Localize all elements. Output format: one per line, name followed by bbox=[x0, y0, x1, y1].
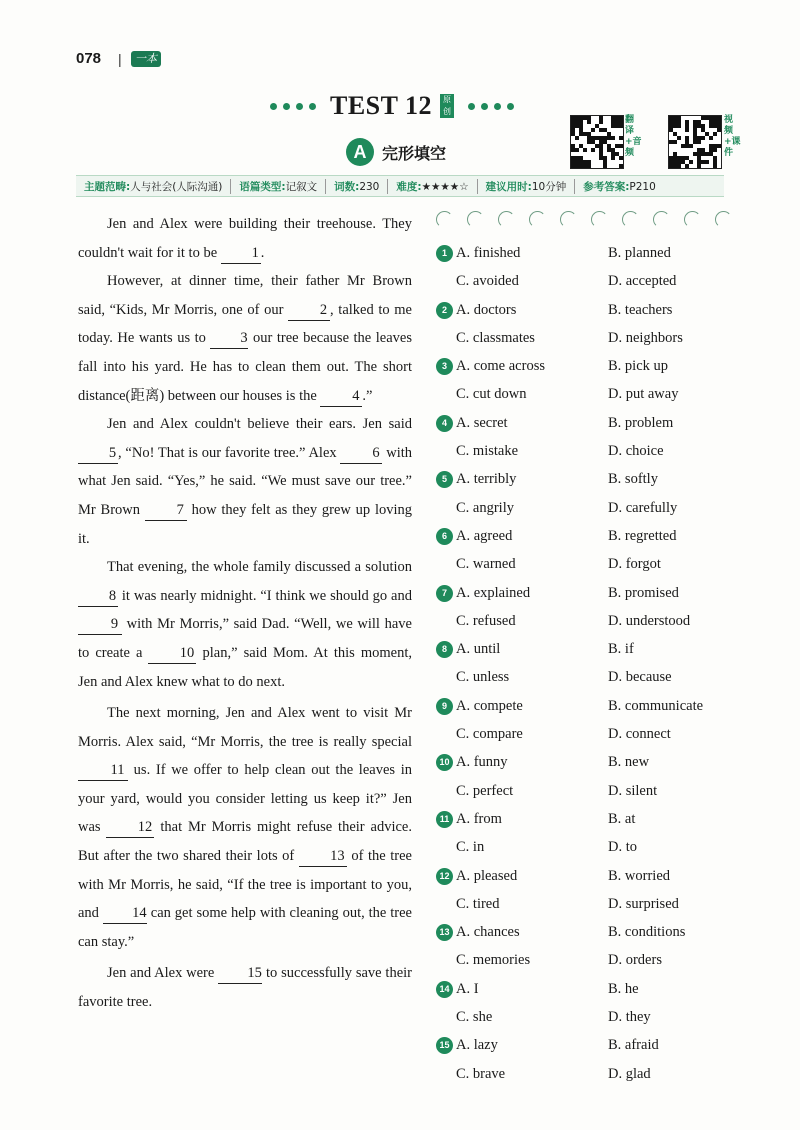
question-6-row-1 bbox=[436, 522, 736, 550]
option-a[interactable]: A. agreed bbox=[456, 527, 513, 544]
section-heading bbox=[346, 138, 446, 166]
question-number-badge: 13 bbox=[436, 924, 453, 941]
question-number-badge: 2 bbox=[436, 302, 453, 319]
option-d[interactable]: D. orders bbox=[608, 952, 662, 969]
option-d[interactable]: D. because bbox=[608, 669, 672, 686]
option-a[interactable]: A. explained bbox=[456, 584, 531, 601]
question-number-badge: 8 bbox=[436, 641, 453, 658]
option-c[interactable]: C. classmates bbox=[456, 329, 535, 346]
option-b[interactable]: B. new bbox=[608, 754, 650, 771]
question-4-row-1 bbox=[436, 409, 736, 437]
info-bar bbox=[76, 175, 724, 197]
question-1-row-2 bbox=[436, 267, 736, 295]
section-name: 完形填空 bbox=[382, 143, 447, 163]
original-tag: 原创 bbox=[440, 94, 454, 118]
question-number-badge: 4 bbox=[436, 415, 453, 432]
question-number-badge: 1 bbox=[436, 245, 453, 262]
qr-code-translation[interactable] bbox=[570, 115, 624, 169]
question-14-row-1 bbox=[436, 975, 736, 1003]
passage-text: plan,” said Mom. At this moment, Jen and Alex knew what to do next. bbox=[78, 644, 412, 690]
passage-text: us. If we offer to help clean out the leaves in your yard, would you consider letting us keep it?” Jen was bbox=[78, 762, 412, 836]
info-value: ★★★★☆ bbox=[421, 180, 469, 193]
question-3-row-1 bbox=[436, 352, 736, 380]
question-number-badge: 10 bbox=[436, 754, 453, 771]
option-b[interactable]: B. pick up bbox=[608, 358, 669, 375]
question-12-row-2 bbox=[436, 890, 736, 918]
passage-text: However, at dinner time, their father Mr Brown said, “Kids, Mr Morris, one of our bbox=[78, 273, 412, 318]
info-segment bbox=[388, 179, 477, 194]
option-d[interactable]: D. carefully bbox=[608, 499, 678, 516]
option-b[interactable]: B. promised bbox=[608, 584, 679, 601]
option-c[interactable]: C. unless bbox=[456, 669, 510, 686]
question-7-row-2 bbox=[436, 607, 736, 635]
question-13-row-1 bbox=[436, 918, 736, 946]
option-b[interactable]: B. he bbox=[608, 980, 639, 997]
info-segment bbox=[76, 179, 231, 194]
options-list bbox=[436, 239, 736, 1088]
passage-paragraph bbox=[78, 267, 412, 410]
option-c[interactable]: C. memories bbox=[456, 952, 531, 969]
question-number-badge: 7 bbox=[436, 585, 453, 602]
option-b[interactable]: B. conditions bbox=[608, 924, 686, 941]
option-b[interactable]: B. afraid bbox=[608, 1037, 659, 1054]
question-number-badge: 11 bbox=[436, 811, 453, 828]
qr-label-translation: 翻译+音频 bbox=[625, 115, 642, 158]
option-d[interactable]: D. choice bbox=[608, 443, 664, 460]
option-a[interactable]: A. terribly bbox=[456, 471, 517, 488]
passage-text: . bbox=[260, 244, 265, 261]
blank-5: 5 bbox=[78, 443, 118, 464]
option-b[interactable]: B. problem bbox=[608, 414, 674, 431]
option-c[interactable]: C. refused bbox=[456, 612, 516, 629]
question-3-row-2 bbox=[436, 380, 736, 408]
question-9-row-1 bbox=[436, 692, 736, 720]
passage-paragraph bbox=[78, 410, 412, 553]
info-segment bbox=[478, 179, 576, 194]
decorative-swirls bbox=[436, 211, 732, 228]
blank-14: 14 bbox=[103, 903, 147, 924]
option-a[interactable]: A. lazy bbox=[456, 1037, 498, 1054]
option-c[interactable]: C. in bbox=[456, 839, 485, 856]
blank-11: 11 bbox=[78, 760, 128, 781]
blank-8: 8 bbox=[78, 586, 118, 607]
option-b[interactable]: B. softly bbox=[608, 471, 658, 488]
option-a[interactable]: A. from bbox=[456, 810, 502, 827]
page-number: 078 bbox=[76, 50, 102, 67]
passage-text: , “No! That is our favorite tree.” Alex bbox=[118, 444, 341, 461]
passage-text: can get some help with cleaning out, the tree can stay.” bbox=[78, 905, 412, 950]
passage-text: that Mr Morris might refuse their advice. But after the two shared their lots of bbox=[78, 819, 412, 865]
option-a[interactable]: A. secret bbox=[456, 414, 508, 431]
option-b[interactable]: B. regretted bbox=[608, 527, 677, 544]
info-segment bbox=[575, 179, 664, 194]
info-key: 主题范畴: bbox=[84, 180, 131, 193]
option-a[interactable]: A. until bbox=[456, 641, 501, 658]
option-d[interactable]: D. neighbors bbox=[608, 329, 683, 346]
info-segment bbox=[231, 179, 326, 194]
brand-logo: 一本 bbox=[131, 51, 161, 67]
blank-15: 15 bbox=[218, 963, 262, 984]
option-d[interactable]: D. understood bbox=[608, 612, 691, 629]
question-1-row-1 bbox=[436, 239, 736, 267]
passage-paragraph bbox=[78, 699, 412, 956]
passage-text: The next morning, Jen and Alex went to visit Mr Morris. Alex said, “Mr Morris, the tree is really special bbox=[78, 705, 412, 750]
option-d[interactable]: D. forgot bbox=[608, 556, 661, 573]
info-key: 语篇类型: bbox=[239, 180, 286, 193]
passage-text: to successfully save their favorite tree. bbox=[78, 965, 412, 1011]
info-value: 230 bbox=[359, 180, 380, 193]
passage-paragraph bbox=[78, 553, 412, 696]
blank-7: 7 bbox=[145, 500, 187, 521]
question-number-badge: 15 bbox=[436, 1037, 453, 1054]
info-key: 难度: bbox=[396, 180, 422, 193]
option-d[interactable]: D. silent bbox=[608, 782, 658, 799]
question-10-row-1 bbox=[436, 748, 736, 776]
option-d[interactable]: D. they bbox=[608, 1009, 651, 1026]
question-5-row-1 bbox=[436, 465, 736, 493]
passage-text: with Mr Morris,” said Dad. “Well, we will have to create a bbox=[78, 616, 412, 661]
blank-6: 6 bbox=[340, 443, 382, 464]
question-7-row-1 bbox=[436, 579, 736, 607]
info-key: 词数: bbox=[334, 180, 360, 193]
passage-paragraph bbox=[78, 959, 412, 1016]
blank-2: 2 bbox=[288, 300, 330, 321]
title-row bbox=[270, 88, 514, 124]
option-c[interactable]: C. tired bbox=[456, 895, 500, 912]
option-b[interactable]: B. planned bbox=[608, 245, 671, 261]
passage-text: with what Jen said. “Yes,” he said. “We must save our tree.” Mr Brown bbox=[78, 444, 412, 518]
passage-paragraph bbox=[78, 210, 412, 267]
title-dots-left bbox=[270, 103, 316, 110]
passage-text: how they felt as they grew up loving it. bbox=[78, 501, 413, 547]
info-segment bbox=[326, 179, 388, 194]
question-13-row-2 bbox=[436, 946, 736, 974]
option-d[interactable]: D. put away bbox=[608, 386, 679, 403]
question-number-badge: 12 bbox=[436, 868, 453, 885]
option-c[interactable]: C. brave bbox=[456, 1065, 506, 1082]
question-2-row-1 bbox=[436, 296, 736, 324]
info-value: 记叙文 bbox=[285, 180, 318, 193]
option-b[interactable]: B. if bbox=[608, 641, 634, 658]
option-a[interactable]: A. I bbox=[456, 980, 479, 997]
option-a[interactable]: A. funny bbox=[456, 754, 508, 771]
passage-text: it was nearly midnight. “I think we should go and bbox=[118, 587, 412, 604]
qr-code-video[interactable] bbox=[668, 115, 722, 169]
option-c[interactable]: C. she bbox=[456, 1009, 493, 1026]
blank-4: 4 bbox=[320, 386, 362, 407]
question-9-row-2 bbox=[436, 720, 736, 748]
info-value: P210 bbox=[629, 180, 656, 193]
question-8-row-2 bbox=[436, 663, 736, 691]
option-c[interactable]: C. mistake bbox=[456, 443, 519, 460]
option-a[interactable]: A. come across bbox=[456, 358, 545, 375]
info-value: 10分钟 bbox=[531, 180, 567, 193]
question-6-row-2 bbox=[436, 550, 736, 578]
question-number-badge: 6 bbox=[436, 528, 453, 545]
option-c[interactable]: C. cut down bbox=[456, 386, 527, 403]
option-c[interactable]: C. compare bbox=[456, 726, 523, 743]
blank-13: 13 bbox=[299, 846, 347, 867]
blank-9: 9 bbox=[78, 614, 122, 635]
section-letter-badge: A bbox=[346, 138, 374, 166]
question-12-row-1 bbox=[436, 862, 736, 890]
passage-text: , talked to me today. He wants us to bbox=[78, 301, 412, 347]
option-c[interactable]: C. perfect bbox=[456, 782, 514, 799]
option-d[interactable]: D. connect bbox=[608, 726, 671, 743]
question-number-badge: 9 bbox=[436, 698, 453, 715]
passage-text: our tree because the leaves fall into his yard. He has to clean them out. The short distance(距离) between our houses is the bbox=[78, 330, 413, 404]
passage-text: That evening, the whole family discussed a solution bbox=[107, 559, 412, 576]
question-14-row-2 bbox=[436, 1003, 736, 1031]
question-8-row-1 bbox=[436, 635, 736, 663]
option-c[interactable]: C. avoided bbox=[456, 273, 519, 290]
question-11-row-2 bbox=[436, 833, 736, 861]
option-d[interactable]: D. accepted bbox=[608, 273, 677, 290]
option-a[interactable]: A. compete bbox=[456, 697, 523, 714]
info-value: 人与社会(人际沟通) bbox=[130, 180, 223, 193]
blank-12: 12 bbox=[106, 817, 154, 838]
info-key: 建议用时: bbox=[485, 180, 532, 193]
option-b[interactable]: B. teachers bbox=[608, 301, 673, 318]
option-c[interactable]: C. warned bbox=[456, 556, 516, 573]
option-b[interactable]: B. communicate bbox=[608, 697, 704, 714]
blank-3: 3 bbox=[210, 328, 248, 349]
question-number-badge: 14 bbox=[436, 981, 453, 998]
option-d[interactable]: D. glad bbox=[608, 1065, 651, 1082]
cloze-passage bbox=[78, 210, 412, 1017]
header-separator: | bbox=[118, 51, 122, 67]
passage-text: Jen and Alex couldn't believe their ears. Jen said bbox=[107, 416, 412, 433]
question-15-row-2 bbox=[436, 1060, 736, 1088]
option-a[interactable]: A. pleased bbox=[456, 867, 518, 884]
passage-text: of the tree with Mr Morris, he said, “If the tree is important to you, and bbox=[78, 848, 412, 922]
option-d[interactable]: D. to bbox=[608, 839, 637, 856]
qr-label-video: 视频+课件 bbox=[724, 115, 741, 158]
blank-10: 10 bbox=[148, 643, 196, 664]
option-b[interactable]: B. worried bbox=[608, 867, 671, 884]
option-a[interactable]: A. chances bbox=[456, 924, 520, 941]
question-10-row-2 bbox=[436, 777, 736, 805]
option-a[interactable]: A. finished bbox=[456, 245, 521, 261]
option-a[interactable]: A. doctors bbox=[456, 301, 517, 318]
question-4-row-2 bbox=[436, 437, 736, 465]
question-number-badge: 3 bbox=[436, 358, 453, 375]
passage-text: Jen and Alex were building their treehouse. They couldn't wait for it to be bbox=[78, 216, 412, 261]
question-number-badge: 5 bbox=[436, 471, 453, 488]
question-15-row-1 bbox=[436, 1031, 736, 1059]
passage-text: Jen and Alex were bbox=[107, 965, 219, 982]
option-d[interactable]: D. surprised bbox=[608, 895, 679, 912]
test-title: TEST 12 bbox=[330, 91, 433, 120]
question-2-row-2 bbox=[436, 324, 736, 352]
option-b[interactable]: B. at bbox=[608, 810, 636, 827]
option-c[interactable]: C. angrily bbox=[456, 499, 514, 516]
blank-1: 1 bbox=[221, 243, 261, 264]
info-key: 参考答案: bbox=[583, 180, 630, 193]
question-11-row-1 bbox=[436, 805, 736, 833]
passage-text: .” bbox=[362, 387, 373, 404]
question-5-row-2 bbox=[436, 494, 736, 522]
title-dots-right bbox=[468, 103, 514, 110]
